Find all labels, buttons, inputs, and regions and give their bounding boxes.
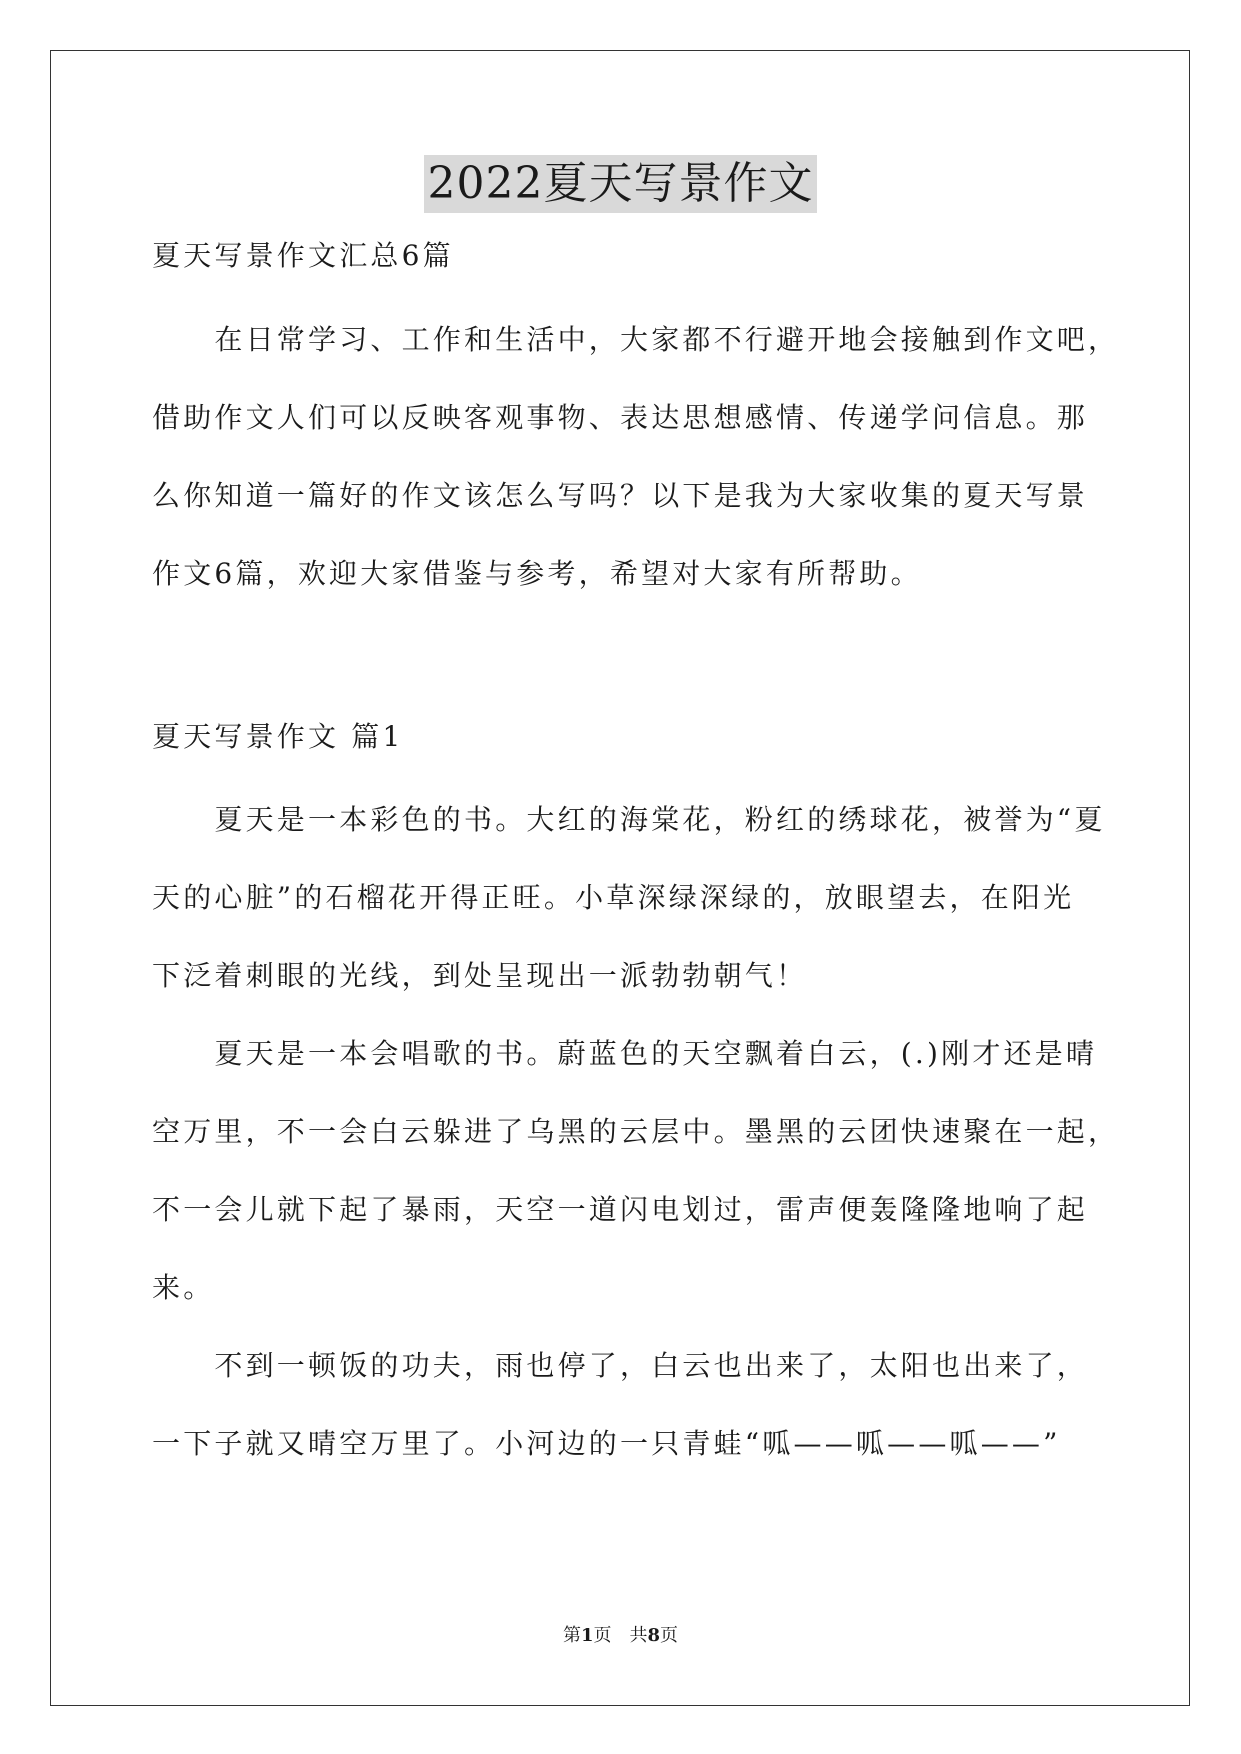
paragraph-line: 借助作文人们可以反映客观事物、表达思想感情、传递学问信息。那	[152, 401, 1089, 434]
title-container	[0, 155, 1241, 213]
paragraph-line: 在日常学习、工作和生活中，大家都不行避开地会接触到作文吧，	[152, 323, 1120, 356]
footer-suffix: 页	[660, 1625, 679, 1646]
paragraph-line: 夏天是一本彩色的书。大红的海棠花，粉红的绣球花，被誉为“夏	[152, 803, 1106, 836]
footer-prefix: 第	[562, 1625, 581, 1646]
paragraph-line: 夏天是一本会唱歌的书。蔚蓝色的天空飘着白云，(.)刚才还是晴	[152, 1037, 1098, 1070]
subtitle: 夏天写景作文汇总6篇	[152, 239, 454, 272]
paragraph-line: 一下子就又晴空万里了。小河边的一只青蛙“呱——呱——呱——”	[152, 1427, 1061, 1460]
paragraph-line: 不到一顿饭的功夫，雨也停了，白云也出来了，太阳也出来了，	[152, 1349, 1089, 1382]
paragraph-line: 下泛着刺眼的光线，到处呈现出一派勃勃朝气！	[152, 959, 808, 992]
paragraph-line: 来。	[152, 1271, 215, 1304]
paragraph-line: 作文6篇，欢迎大家借鉴与参考，希望对大家有所帮助。	[152, 557, 922, 590]
paragraph-line: 么你知道一篇好的作文该怎么写吗？以下是我为大家收集的夏天写景	[152, 479, 1089, 512]
paragraph-line: 空万里，不一会白云躲进了乌黑的云层中。墨黑的云团快速聚在一起，	[152, 1115, 1120, 1148]
footer-page-number: 1	[580, 1625, 594, 1646]
paragraph-line: 天的心脏”的石榴花开得正旺。小草深绿深绿的，放眼望去，在阳光	[152, 881, 1075, 914]
paragraph-line: 不一会儿就下起了暴雨，天空一道闪电划过，雷声便轰隆隆地响了起	[152, 1193, 1089, 1226]
page-footer	[0, 1624, 1241, 1648]
document-title: 2022夏天写景作文	[424, 155, 818, 213]
footer-total-pages: 8	[647, 1625, 661, 1646]
section-heading: 夏天写景作文 篇1	[152, 720, 404, 753]
footer-mid: 页 共	[593, 1625, 648, 1646]
